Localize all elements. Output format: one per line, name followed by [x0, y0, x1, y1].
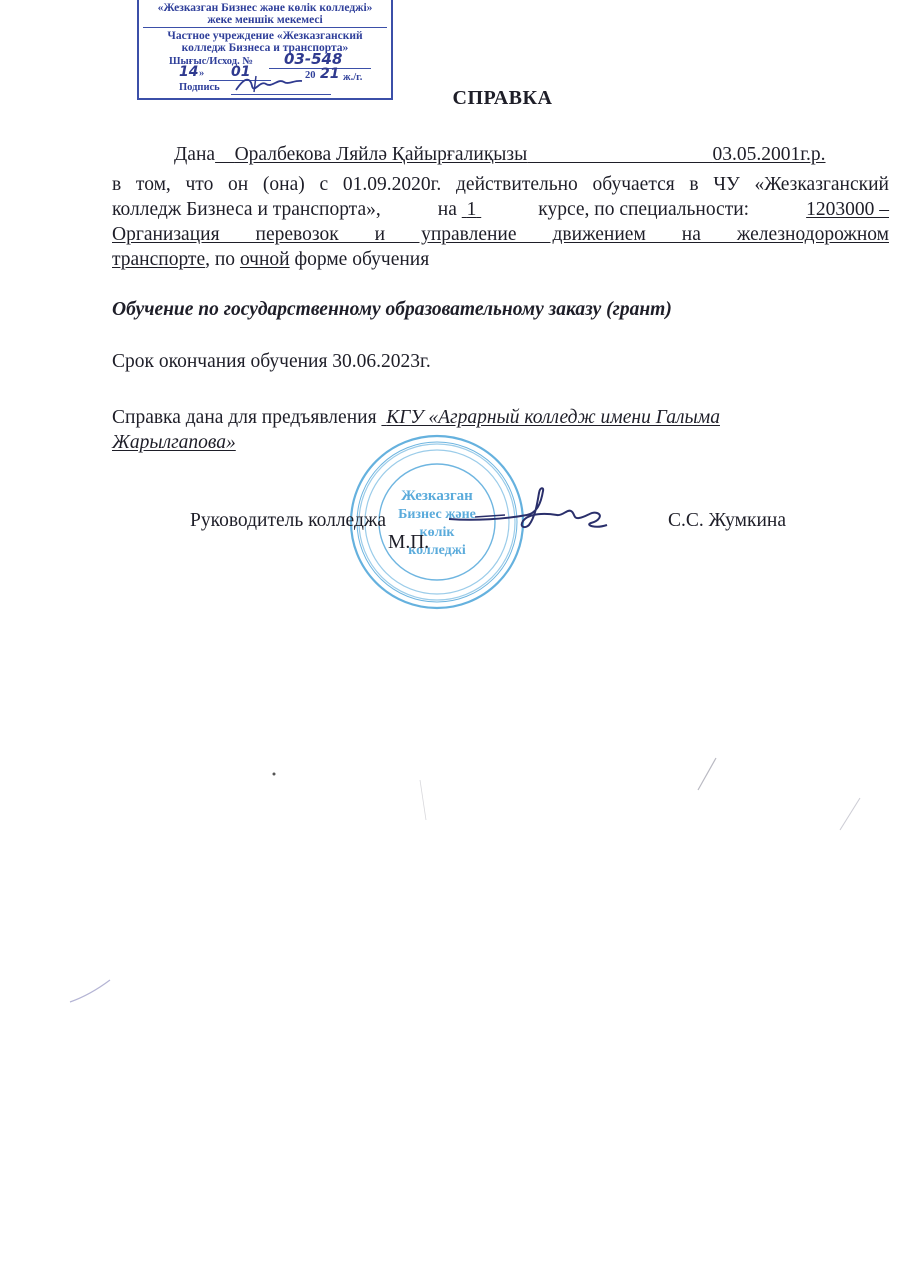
body-line-1: в том, что он (она) с 01.09.2020г. действительно обучается в ЧУ «Жезказганский — [112, 174, 889, 195]
form-prefix: , по — [205, 249, 236, 270]
stamp-year-unit: ж./г. — [343, 72, 363, 83]
presented-to-line-2: Жарылгапова» — [112, 432, 236, 453]
scan-artifacts — [60, 600, 900, 1280]
stamp-divider — [143, 27, 387, 28]
body-line-4 — [112, 247, 429, 272]
study-form: очной — [239, 249, 290, 270]
stamp-line-2: жеке меншік мекемесі — [207, 14, 323, 26]
course-number-value: 1 — [466, 199, 477, 220]
college-name-end: колледж Бизнеса и транспорта», — [112, 199, 381, 220]
stamp-date-month: 01 — [231, 64, 251, 80]
stamp-line-4: колледж Бизнеса и транспорта» — [181, 42, 349, 54]
head-signature — [445, 485, 625, 545]
outgoing-stamp — [137, 0, 393, 100]
document-title: СПРАВКА — [452, 87, 553, 109]
study-end-date: Срок окончания обучения 30.06.2023г. — [112, 351, 431, 372]
specialty-name-end: транспорте — [112, 249, 206, 270]
seal-center-line-2: Бизнес және — [398, 507, 476, 522]
presented-to-line-1: КГУ «Аграрный колледж имени Галыма — [386, 407, 720, 428]
stamp-line-3: Частное учреждение «Жезказганский — [167, 30, 363, 42]
stamp-sign-label: Подпись — [179, 82, 220, 93]
head-name: С.С. Жумкина — [668, 510, 786, 531]
student-name: Оралбекова Ляйлә Қайырғалиқызы — [234, 144, 528, 165]
stamp-line-1: «Жезказган Бизнес және көлік колледжі» — [157, 2, 373, 14]
head-title: Руководитель колледжа — [190, 510, 387, 531]
body-line-2 — [112, 197, 889, 222]
specialty-name: Организация перевозок и управление движением на железнодорожном — [112, 224, 889, 245]
stamp-outgoing-number: 03-548 — [284, 50, 343, 68]
student-line — [174, 142, 826, 167]
specialty-code: 1203000 – — [806, 199, 889, 220]
stamp-year-prefix: 20 — [305, 70, 316, 81]
stamp-year-suffix: 21 — [320, 66, 340, 82]
seal-center-line-1: Жезказган — [401, 488, 473, 504]
specialty-label: курсе, по специальности: — [538, 199, 750, 220]
presented-label: Справка дана для предъявления — [112, 407, 377, 428]
stamp-date-day: 14 — [179, 64, 199, 80]
presented-to — [381, 407, 720, 428]
course-number — [462, 199, 482, 220]
student-name-field — [215, 144, 825, 165]
course-phrase — [438, 197, 481, 222]
given-label: Дана — [174, 144, 216, 165]
seal-center-line-3: көлік — [419, 525, 455, 540]
seal-center-line-4: колледжі — [408, 543, 466, 558]
birth-date: 03.05.2001г.р. — [712, 144, 826, 165]
stamp-quote-mark: » — [199, 68, 205, 79]
funding-type: Обучение по государственному образовательному заказу (грант) — [112, 299, 672, 320]
course-on-label: на — [437, 199, 457, 220]
mp-label: М.П. — [388, 532, 430, 553]
stamp-outgoing-label: Шығыс/Исход. № — [169, 56, 253, 67]
form-suffix: форме обучения — [294, 249, 430, 270]
presented-line-1 — [112, 405, 720, 430]
